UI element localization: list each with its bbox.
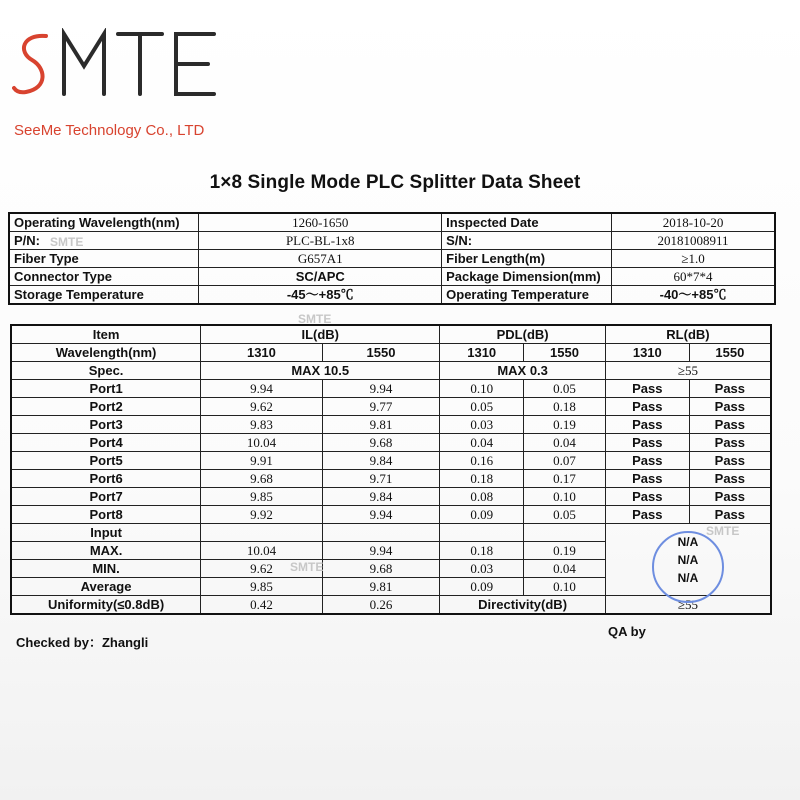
empty-cell [524,524,606,542]
table-row [11,434,771,452]
port-label: Port2 [11,398,201,416]
directivity-value: ≥55 [605,596,771,615]
pdl-1310: 0.18 [440,470,524,488]
empty-cell [201,524,323,542]
info-label: Inspected Date [442,213,612,232]
pdl-1310: 0.10 [440,380,524,398]
il-1310: 9.68 [201,470,323,488]
info-value: PLC-BL-1x8 [199,232,442,250]
info-value: SC/APC [199,268,442,286]
pdl-1550: 0.17 [524,470,606,488]
info-label: P/N: [9,232,199,250]
rl-1310: Pass [605,452,689,470]
pdl-1550: 0.19 [524,416,606,434]
pdl-1310: 0.03 [440,416,524,434]
il-1310: 9.85 [201,488,323,506]
wavelength-value: 1550 [322,344,440,362]
avg-il-1310: 9.85 [201,578,323,596]
table-row [11,416,771,434]
header-pdl: PDL(dB) [440,325,606,344]
info-value: ≥1.0 [612,250,775,268]
table-row [11,398,771,416]
uniformity-label: Uniformity(≤0.8dB) [11,596,201,615]
info-row [9,286,775,305]
port-label: Port7 [11,488,201,506]
wavelength-value: 1310 [201,344,323,362]
info-value: G657A1 [199,250,442,268]
info-label: Package Dimension(mm) [442,268,612,286]
info-label: Operating Wavelength(nm) [9,213,199,232]
wavelength-value: 1310 [440,344,524,362]
spec-label: Spec. [11,362,201,380]
il-1550: 9.84 [322,452,440,470]
watermark: SMTE [290,560,324,574]
rl-1550: Pass [689,416,771,434]
info-label: Connector Type [9,268,199,286]
rl-1310: Pass [605,416,689,434]
uniformity-1310: 0.42 [201,596,323,615]
info-table [8,212,776,305]
rl-1310: Pass [605,506,689,524]
info-value: 2018-10-20 [612,213,775,232]
spec-pdl: MAX 0.3 [440,362,606,380]
info-row [9,250,775,268]
max-il-1310: 10.04 [201,542,323,560]
wavelength-row [11,344,771,362]
rl-1310: Pass [605,380,689,398]
rl-1310: Pass [605,398,689,416]
document-title: 1×8 Single Mode PLC Splitter Data Sheet [209,172,581,193]
il-1310: 9.62 [201,398,323,416]
directivity-label: Directivity(dB) [440,596,606,615]
max-pdl-1550: 0.19 [524,542,606,560]
company-name: SeeMe Technology Co., LTD [14,122,205,139]
pdl-1310: 0.09 [440,506,524,524]
pdl-1550: 0.05 [524,506,606,524]
input-row [11,524,771,542]
table-row [11,380,771,398]
qa-stamp-icon [652,531,724,603]
average-label: Average [11,578,201,596]
uniformity-row [11,596,771,615]
avg-pdl-1550: 0.10 [524,578,606,596]
table-row [11,452,771,470]
input-label: Input [11,524,201,542]
min-il-1310: 9.62 [201,560,323,578]
uniformity-1550: 0.26 [322,596,440,615]
wavelength-value: 1550 [689,344,771,362]
rl-1550: Pass [689,434,771,452]
info-label: Storage Temperature [9,286,199,305]
info-value: 20181008911 [612,232,775,250]
il-1310: 9.94 [201,380,323,398]
spec-rl: ≥55 [605,362,771,380]
rl-1310: Pass [605,434,689,452]
rl-min-na: N/A [677,552,699,567]
info-row [9,232,775,250]
max-pdl-1310: 0.18 [440,542,524,560]
table-row [11,488,771,506]
il-1550: 9.81 [322,416,440,434]
il-1550: 9.77 [322,398,440,416]
info-row [9,268,775,286]
table-row [11,470,771,488]
smte-logo [12,28,222,98]
port-label: Port3 [11,416,201,434]
max-label: MAX. [11,542,201,560]
wavelength-value: 1550 [524,344,606,362]
il-1310: 9.91 [201,452,323,470]
rl-1310: Pass [605,470,689,488]
port-label: Port1 [11,380,201,398]
pdl-1310: 0.08 [440,488,524,506]
info-label: Fiber Type [9,250,199,268]
info-value: -45～+85℃ [199,286,442,305]
rl-1310: Pass [605,488,689,506]
pdl-1550: 0.18 [524,398,606,416]
watermark: SMTE [298,312,332,326]
pdl-1550: 0.07 [524,452,606,470]
watermark: SMTE [50,235,84,249]
pdl-1310: 0.04 [440,434,524,452]
pdl-1310: 0.05 [440,398,524,416]
rl-avg-na: N/A [677,570,699,585]
info-label: Operating Temperature [442,286,612,305]
port-label: Port8 [11,506,201,524]
min-pdl-1550: 0.04 [524,560,606,578]
pdl-1550: 0.10 [524,488,606,506]
header-rl: RL(dB) [605,325,771,344]
avg-pdl-1310: 0.09 [440,578,524,596]
max-il-1550: 9.94 [322,542,440,560]
il-1550: 9.94 [322,506,440,524]
rl-1550: Pass [689,470,771,488]
port-label: Port6 [11,470,201,488]
port-label: Port5 [11,452,201,470]
rl-1550: Pass [689,398,771,416]
pdl-1550: 0.04 [524,434,606,452]
min-il-1550: 9.68 [322,560,440,578]
rl-1550: Pass [689,452,771,470]
rl-max-na: N/A [677,534,699,549]
rl-1550: Pass [689,488,771,506]
il-1550: 9.84 [322,488,440,506]
info-value: 1260-1650 [199,213,442,232]
table-header-row [11,325,771,344]
info-label: Fiber Length(m) [442,250,612,268]
info-row [9,213,775,232]
pdl-1310: 0.16 [440,452,524,470]
empty-cell [322,524,440,542]
watermark: SMTE [706,524,740,538]
spec-row [11,362,771,380]
il-1310: 9.92 [201,506,323,524]
rl-1550: Pass [689,380,771,398]
rl-1550: Pass [689,506,771,524]
il-1310: 9.83 [201,416,323,434]
empty-cell [440,524,524,542]
table-row [11,506,771,524]
il-1550: 9.94 [322,380,440,398]
wavelength-value: 1310 [605,344,689,362]
qa-by: QA by [608,624,646,639]
info-label: S/N: [442,232,612,250]
il-1550: 9.68 [322,434,440,452]
min-label: MIN. [11,560,201,578]
header-item: Item [11,325,201,344]
checked-by: Checked by：Zhangli [16,635,149,650]
wavelength-label: Wavelength(nm) [11,344,201,362]
min-pdl-1310: 0.03 [440,560,524,578]
spec-il: MAX 10.5 [201,362,440,380]
avg-il-1550: 9.81 [322,578,440,596]
header-il: IL(dB) [201,325,440,344]
il-1550: 9.71 [322,470,440,488]
port-label: Port4 [11,434,201,452]
info-value: 60*7*4 [612,268,775,286]
il-1310: 10.04 [201,434,323,452]
info-value: -40～+85℃ [612,286,775,305]
pdl-1550: 0.05 [524,380,606,398]
